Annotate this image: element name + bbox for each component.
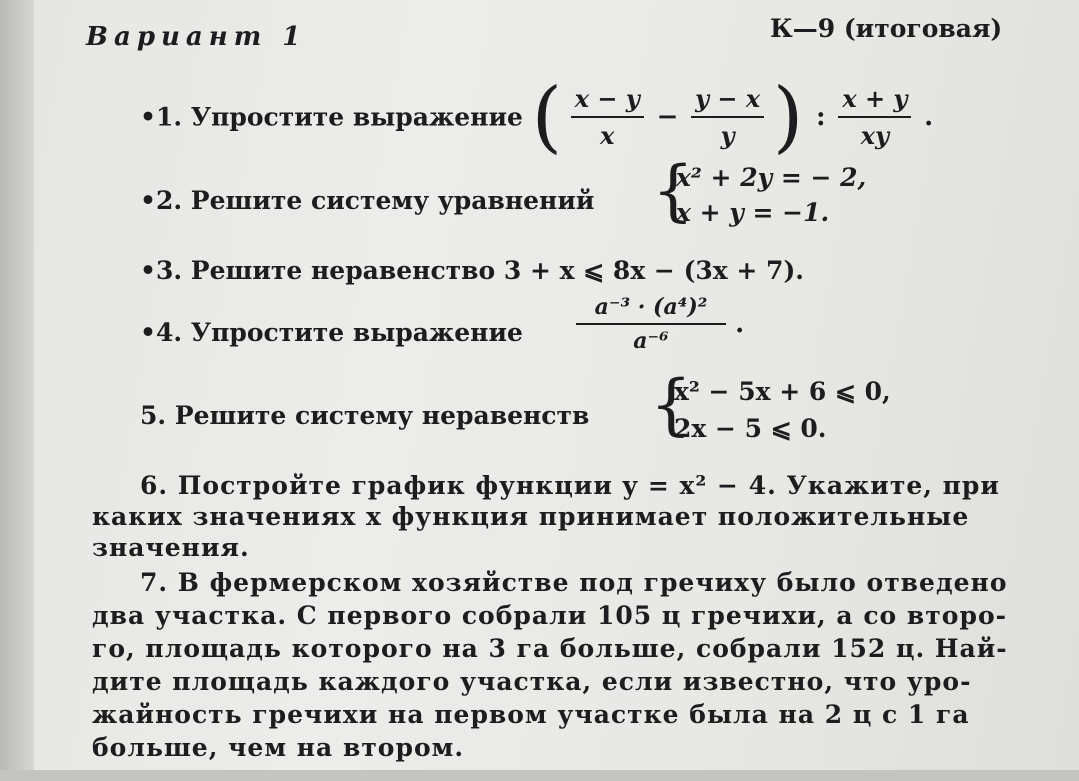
- fraction-3-denominator: xy: [860, 121, 890, 150]
- fraction-3-numerator: x + y: [842, 84, 908, 113]
- variant-title: Вариант 1: [86, 22, 307, 52]
- fraction-3: [838, 84, 911, 150]
- task-4-denominator: a⁻⁶: [633, 328, 669, 354]
- period: .: [735, 309, 745, 339]
- fraction-1: [571, 84, 644, 150]
- fraction-2-denominator: y: [720, 121, 735, 150]
- fraction-bar: [691, 116, 764, 118]
- equation-1: x² + 2y = − 2,: [676, 163, 867, 192]
- task-7-line-3: го, площадь которого на 3 га больше, собрали 152 ц. Най-: [92, 634, 1008, 663]
- equation-2: x + y = −1.: [676, 198, 830, 227]
- task-1: [140, 72, 937, 162]
- fraction-1-numerator: x − y: [574, 84, 640, 113]
- task-6-line-1: 6. Постройте график функции y = x² − 4. Укажите, при: [140, 471, 1000, 500]
- fraction-bar: [571, 116, 644, 118]
- right-paren: ): [772, 72, 804, 162]
- task-1-label: •1. Упростите выражение: [140, 102, 523, 132]
- task-7-line-1: 7. В фермерском хозяйстве под гречиху было отведено: [140, 568, 1008, 597]
- task-6-line-3: значения.: [92, 533, 250, 562]
- fraction-bar: [576, 323, 726, 325]
- task-4-label: •4. Упростите выражение: [140, 318, 523, 347]
- fraction-2: [691, 84, 764, 150]
- task-7-line-5: жайность гречихи на первом участке была на 2 ц с 1 га: [92, 700, 970, 729]
- inequality-2: 2x − 5 ⩽ 0.: [674, 414, 827, 443]
- inequality-1: x² − 5x + 6 ⩽ 0,: [674, 377, 891, 406]
- fraction-bar: [838, 116, 911, 118]
- task-4-fraction: [576, 294, 748, 354]
- task-4-numerator: a⁻³ · (a⁴)²: [594, 294, 708, 320]
- minus-sign: −: [656, 102, 679, 132]
- task-5-label: 5. Решите систему неравенств: [140, 401, 590, 430]
- page-bottom-edge: [0, 770, 1079, 781]
- task-7-line-2: два участка. С первого собрали 105 ц гречихи, а со второ-: [92, 601, 1007, 630]
- system-brace: {: [650, 366, 692, 443]
- test-code: К—9 (итоговая): [770, 14, 1003, 43]
- colon-sign: :: [816, 102, 826, 132]
- task-6-line-2: каких значениях x функция принимает положительные: [92, 502, 970, 531]
- left-paren: (: [531, 72, 563, 162]
- task-3: •3. Решите неравенство 3 + x ⩽ 8x − (3x + 7).: [140, 256, 804, 285]
- period: .: [924, 102, 934, 132]
- fraction-1-denominator: x: [600, 121, 615, 150]
- task-7-line-4: дите площадь каждого участка, если известно, что уро-: [92, 667, 972, 696]
- fraction-2-numerator: y − x: [695, 84, 761, 113]
- task-2-label: •2. Решите систему уравнений: [140, 186, 595, 215]
- page-fold-shadow: [0, 0, 34, 781]
- task-7-line-6: больше, чем на втором.: [92, 733, 465, 762]
- system-brace: {: [652, 152, 694, 229]
